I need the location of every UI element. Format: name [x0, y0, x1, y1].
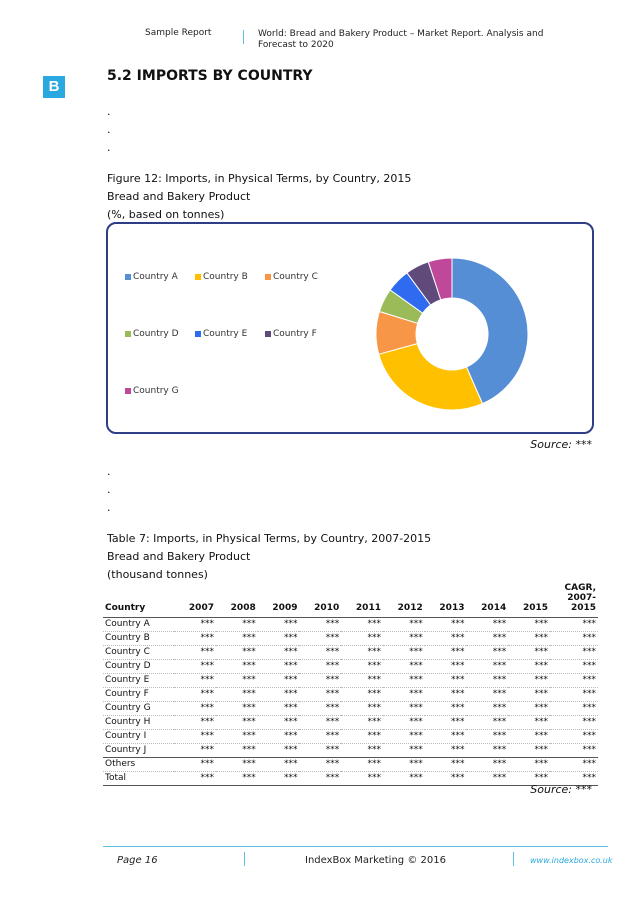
table-cell: *** — [508, 632, 550, 646]
table-cell: *** — [216, 618, 258, 632]
table-cell: *** — [299, 660, 341, 674]
legend-swatch — [125, 274, 131, 280]
table-cell: *** — [383, 730, 425, 744]
table-row — [103, 702, 598, 716]
table-cell: *** — [258, 660, 300, 674]
table-row-others — [103, 758, 598, 772]
ellipsis-dot: . — [107, 465, 111, 478]
legend-entry — [125, 272, 178, 282]
footer-separator — [513, 852, 514, 866]
legend-label: Country C — [273, 272, 318, 282]
table-cell: *** — [508, 758, 550, 772]
legend-swatch — [265, 331, 271, 337]
table-cell: *** — [550, 772, 598, 786]
table-cell: *** — [174, 702, 216, 716]
table-cell: *** — [174, 646, 216, 660]
table-cell: *** — [383, 758, 425, 772]
table-cell: *** — [258, 744, 300, 758]
table-cell: *** — [466, 744, 508, 758]
table-cell: *** — [341, 646, 383, 660]
table-cell: *** — [216, 646, 258, 660]
table-cell: *** — [383, 646, 425, 660]
table-cell: *** — [508, 772, 550, 786]
donut-slice — [379, 344, 483, 410]
column-header: 2010 — [299, 583, 341, 618]
table-cell: *** — [550, 688, 598, 702]
legend-entry — [265, 329, 317, 339]
legend-swatch — [195, 331, 201, 337]
legend-entry — [125, 386, 179, 396]
brand-logo-icon: B — [43, 76, 65, 98]
table-row — [103, 632, 598, 646]
header-separator — [243, 30, 244, 44]
table-cell: *** — [383, 632, 425, 646]
table-cell: *** — [508, 716, 550, 730]
table-cell: *** — [299, 688, 341, 702]
row-label: Country B — [103, 632, 174, 646]
legend-label: Country D — [133, 329, 179, 339]
table-cell: *** — [466, 730, 508, 744]
table-cell: *** — [425, 618, 467, 632]
legend-label: Country E — [203, 329, 248, 339]
table-cell: *** — [258, 688, 300, 702]
column-header-country: Country — [103, 583, 174, 618]
table-cell: *** — [299, 744, 341, 758]
table-cell: *** — [466, 688, 508, 702]
table-cell: *** — [216, 688, 258, 702]
table-cell: *** — [216, 758, 258, 772]
table-cell: *** — [550, 618, 598, 632]
table-cell: *** — [550, 702, 598, 716]
legend-label: Country A — [133, 272, 178, 282]
table-cell: *** — [550, 660, 598, 674]
table-cell: *** — [383, 772, 425, 786]
table-cell: *** — [216, 730, 258, 744]
footer-website-link[interactable]: www.indexbox.co.uk — [530, 856, 613, 865]
donut-chart — [372, 254, 532, 414]
table-cell: *** — [299, 674, 341, 688]
ellipsis-dot: . — [107, 141, 111, 154]
column-header: 2009 — [258, 583, 300, 618]
table-row — [103, 688, 598, 702]
legend-label: Country B — [203, 272, 248, 282]
table-cell: *** — [174, 660, 216, 674]
legend-entry — [195, 329, 247, 339]
table-cell: *** — [550, 744, 598, 758]
row-label: Country E — [103, 674, 174, 688]
table-cell: *** — [508, 702, 550, 716]
legend-swatch — [125, 331, 131, 337]
table-source — [530, 783, 592, 796]
column-header: 2014 — [466, 583, 508, 618]
row-label: Others — [103, 758, 174, 772]
chart-frame — [106, 222, 594, 434]
legend-swatch — [195, 274, 201, 280]
table-cell: *** — [466, 716, 508, 730]
table-cell: *** — [216, 702, 258, 716]
legend-label: Country F — [273, 329, 317, 339]
table-cell: *** — [508, 730, 550, 744]
table-row — [103, 618, 598, 632]
table-cell: *** — [299, 716, 341, 730]
ellipsis-dot: . — [107, 483, 111, 496]
column-header: 2015 — [508, 583, 550, 618]
table-cell: *** — [425, 632, 467, 646]
row-label: Country J — [103, 744, 174, 758]
figure-caption — [107, 170, 411, 224]
table-cell: *** — [508, 660, 550, 674]
table-cell: *** — [550, 758, 598, 772]
table-cell: *** — [383, 688, 425, 702]
table-cell: *** — [466, 646, 508, 660]
source-value: *** — [575, 783, 592, 796]
table-cell: *** — [508, 618, 550, 632]
table-cell: *** — [508, 674, 550, 688]
footer-page-number: Page 16 — [117, 855, 158, 866]
row-label: Country A — [103, 618, 174, 632]
row-label: Total — [103, 772, 174, 786]
table-cell: *** — [258, 674, 300, 688]
table-row — [103, 660, 598, 674]
table-cell: *** — [299, 618, 341, 632]
table-cell: *** — [550, 716, 598, 730]
table-cell: *** — [425, 772, 467, 786]
table-cell: *** — [466, 702, 508, 716]
table-cell: *** — [258, 772, 300, 786]
ellipsis-dot: . — [107, 501, 111, 514]
table-cell: *** — [258, 702, 300, 716]
table-cell: *** — [174, 772, 216, 786]
table-row-total — [103, 772, 598, 786]
table-cell: *** — [299, 646, 341, 660]
table-cell: *** — [216, 716, 258, 730]
table-cell: *** — [174, 632, 216, 646]
table-cell: *** — [466, 618, 508, 632]
table-cell: *** — [550, 632, 598, 646]
legend-entry — [195, 272, 248, 282]
figure-caption-line3: (%, based on tonnes) — [107, 208, 225, 221]
table-cell: *** — [550, 646, 598, 660]
table-cell: *** — [466, 772, 508, 786]
section-title: 5.2 IMPORTS BY COUNTRY — [107, 68, 313, 84]
table-cell: *** — [174, 716, 216, 730]
header-report-title: World: Bread and Bakery Product – Market Report. Analysis and Forecast to 2020 — [258, 29, 544, 50]
table-cell: *** — [341, 716, 383, 730]
row-label: Country G — [103, 702, 174, 716]
table-cell: *** — [466, 660, 508, 674]
table-cell: *** — [425, 674, 467, 688]
table-caption-line1: Table 7: Imports, in Physical Terms, by Country, 2007-2015 — [107, 532, 432, 545]
table-cell: *** — [466, 632, 508, 646]
legend-entry — [265, 272, 318, 282]
table-cell: *** — [258, 730, 300, 744]
footer-copyright: IndexBox Marketing © 2016 — [305, 855, 446, 866]
row-label: Country C — [103, 646, 174, 660]
row-label: Country F — [103, 688, 174, 702]
table-row — [103, 730, 598, 744]
table-cell: *** — [174, 688, 216, 702]
table-cell: *** — [341, 632, 383, 646]
table-row — [103, 674, 598, 688]
table-cell: *** — [508, 646, 550, 660]
table-cell: *** — [341, 618, 383, 632]
row-label: Country H — [103, 716, 174, 730]
table-cell: *** — [425, 758, 467, 772]
table-cell: *** — [174, 744, 216, 758]
table-row — [103, 646, 598, 660]
column-header: 2008 — [216, 583, 258, 618]
ellipsis-dot: . — [107, 105, 111, 118]
table-cell: *** — [341, 674, 383, 688]
table-cell: *** — [550, 730, 598, 744]
table-cell: *** — [258, 632, 300, 646]
row-label: Country D — [103, 660, 174, 674]
table-cell: *** — [258, 716, 300, 730]
table-cell: *** — [425, 660, 467, 674]
table-cell: *** — [216, 660, 258, 674]
ellipsis-top — [107, 103, 111, 157]
source-value: *** — [575, 438, 592, 451]
table-cell: *** — [299, 772, 341, 786]
ellipsis-middle — [107, 463, 111, 517]
table-cell: *** — [216, 674, 258, 688]
footer-separator — [244, 852, 245, 866]
table-cell: *** — [425, 688, 467, 702]
table-cell: *** — [383, 674, 425, 688]
table-cell: *** — [425, 730, 467, 744]
source-label: Source: — [530, 783, 572, 796]
column-header: 2013 — [425, 583, 467, 618]
legend-label: Country G — [133, 386, 179, 396]
table-cell: *** — [299, 702, 341, 716]
table-cell: *** — [341, 772, 383, 786]
table-cell: *** — [258, 618, 300, 632]
table-cell: *** — [425, 744, 467, 758]
figure-caption-line2: Bread and Bakery Product — [107, 190, 251, 203]
table-cell: *** — [299, 632, 341, 646]
table-cell: *** — [383, 744, 425, 758]
column-header: 2011 — [341, 583, 383, 618]
column-header: 2007 — [174, 583, 216, 618]
imports-table — [103, 583, 598, 786]
table-cell: *** — [174, 730, 216, 744]
table-cell: *** — [508, 744, 550, 758]
row-label: Country I — [103, 730, 174, 744]
legend-swatch — [265, 274, 271, 280]
source-label: Source: — [530, 438, 572, 451]
table-cell: *** — [174, 758, 216, 772]
figure-source — [530, 438, 592, 451]
table-caption-line2: Bread and Bakery Product — [107, 550, 251, 563]
table-cell: *** — [216, 632, 258, 646]
table-cell: *** — [299, 758, 341, 772]
table-cell: *** — [341, 730, 383, 744]
table-cell: *** — [466, 758, 508, 772]
table-cell: *** — [383, 618, 425, 632]
table-cell: *** — [341, 744, 383, 758]
table-cell: *** — [383, 660, 425, 674]
table-caption-line3: (thousand tonnes) — [107, 568, 208, 581]
table-cell: *** — [341, 702, 383, 716]
table-cell: *** — [550, 674, 598, 688]
table-cell: *** — [299, 730, 341, 744]
table-cell: *** — [383, 716, 425, 730]
table-cell: *** — [341, 688, 383, 702]
table-cell: *** — [174, 618, 216, 632]
table-cell: *** — [174, 674, 216, 688]
legend-entry — [125, 329, 179, 339]
table-row — [103, 716, 598, 730]
table-cell: *** — [508, 688, 550, 702]
table-cell: *** — [425, 716, 467, 730]
table-cell: *** — [425, 646, 467, 660]
figure-caption-line1: Figure 12: Imports, in Physical Terms, by Country, 2015 — [107, 172, 412, 185]
table-cell: *** — [341, 758, 383, 772]
table-cell: *** — [258, 758, 300, 772]
ellipsis-dot: . — [107, 123, 111, 136]
table-cell: *** — [383, 702, 425, 716]
table-cell: *** — [466, 674, 508, 688]
table-header-row — [103, 583, 598, 618]
table-cell: *** — [258, 646, 300, 660]
legend-swatch — [125, 388, 131, 394]
table-cell: *** — [341, 660, 383, 674]
table-cell: *** — [425, 702, 467, 716]
column-header: CAGR, 2007-2015 — [550, 583, 598, 618]
table-caption — [107, 530, 431, 584]
table-cell: *** — [216, 744, 258, 758]
table-cell: *** — [216, 772, 258, 786]
footer-divider — [103, 846, 608, 847]
header-report-label: Sample Report — [145, 28, 212, 38]
table-row — [103, 744, 598, 758]
column-header: 2012 — [383, 583, 425, 618]
